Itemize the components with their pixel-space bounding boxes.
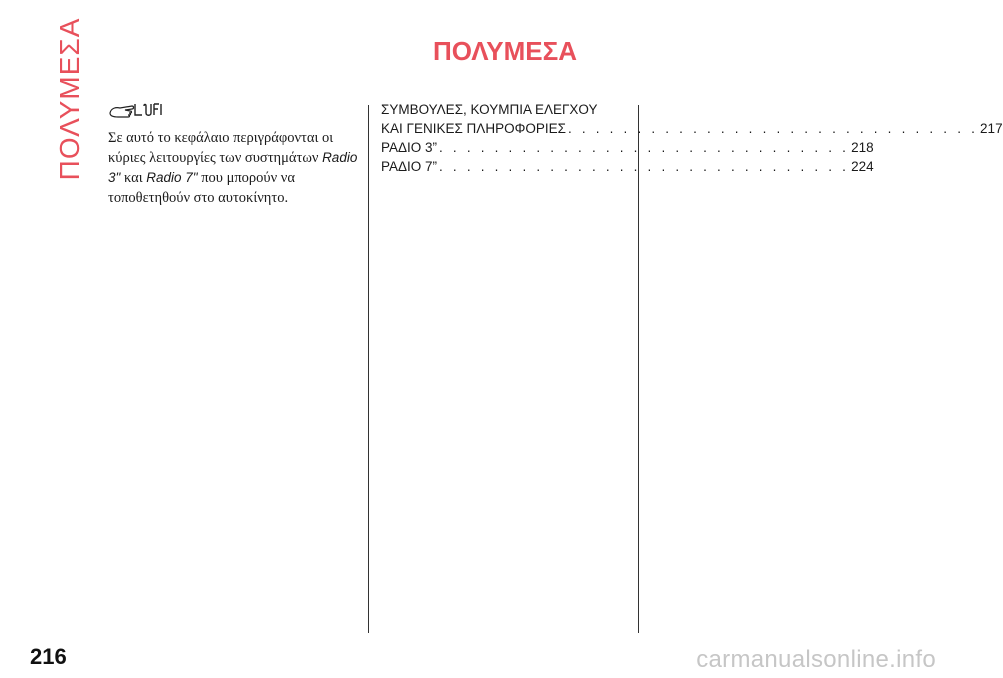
toc-entry-page: 217 [980, 121, 1003, 136]
section-side-tab-label: ΠΟΛΥΜΕΣΑ [54, 17, 85, 181]
intro-text-3: που μπορούν να τοποθετηθούν στο αυτοκίνητο. [108, 170, 295, 206]
toc-entry-tips-controls[interactable] [381, 100, 1003, 138]
intro-paragraph [108, 128, 358, 208]
section-side-tab [50, 17, 90, 181]
toc-entry-radio-3[interactable] [381, 138, 874, 157]
toc-leader-dots: . . . . . . . . . . . . . . . . . . . . . . . . . . . . . . [567, 121, 979, 136]
toc-leader-dots: . . . . . . . . . . . . . . . . . . . . . . . . . . . . . . [439, 140, 850, 155]
column-divider-left [368, 105, 369, 633]
intro-model-radio-3: Radio 3" [108, 150, 358, 185]
pointing-hand-note-icon [108, 100, 162, 120]
toc-entry-title: ΡΑΔΙΟ 3” [381, 140, 438, 155]
toc-entry-radio-7[interactable] [381, 157, 874, 176]
toc-entry-title: ΚΑΙ ΓΕΝΙΚΕΣ ΠΛΗΡΟΦΟΡΙΕΣ [381, 121, 566, 136]
page-title: ΠΟΛΥΜΕΣΑ [432, 36, 577, 66]
intro-text-2: και [123, 170, 143, 186]
watermark: carmanualsonline.info [696, 646, 936, 673]
toc-entry-page: 218 [851, 140, 874, 155]
table-of-contents [381, 100, 1003, 176]
toc-entry-line: ΣΥΜΒΟΥΛΕΣ, ΚΟΥΜΠΙΑ ΕΛΕΓΧΟΥ [381, 102, 598, 117]
intro-column [108, 100, 358, 208]
toc-entry-title: ΡΑΔΙΟ 7” [381, 159, 438, 174]
page-number: 216 [30, 644, 67, 669]
column-divider-right [638, 105, 639, 633]
intro-model-radio-7: Radio 7" [146, 170, 198, 185]
toc-leader-dots: . . . . . . . . . . . . . . . . . . . . . . . . . . . . . . [439, 159, 850, 174]
intro-text-1: Σε αυτό το κεφάλαιο περιγράφονται οι κύριες λειτουργίες των συστημάτων [108, 130, 334, 166]
toc-entry-page: 224 [851, 159, 874, 174]
